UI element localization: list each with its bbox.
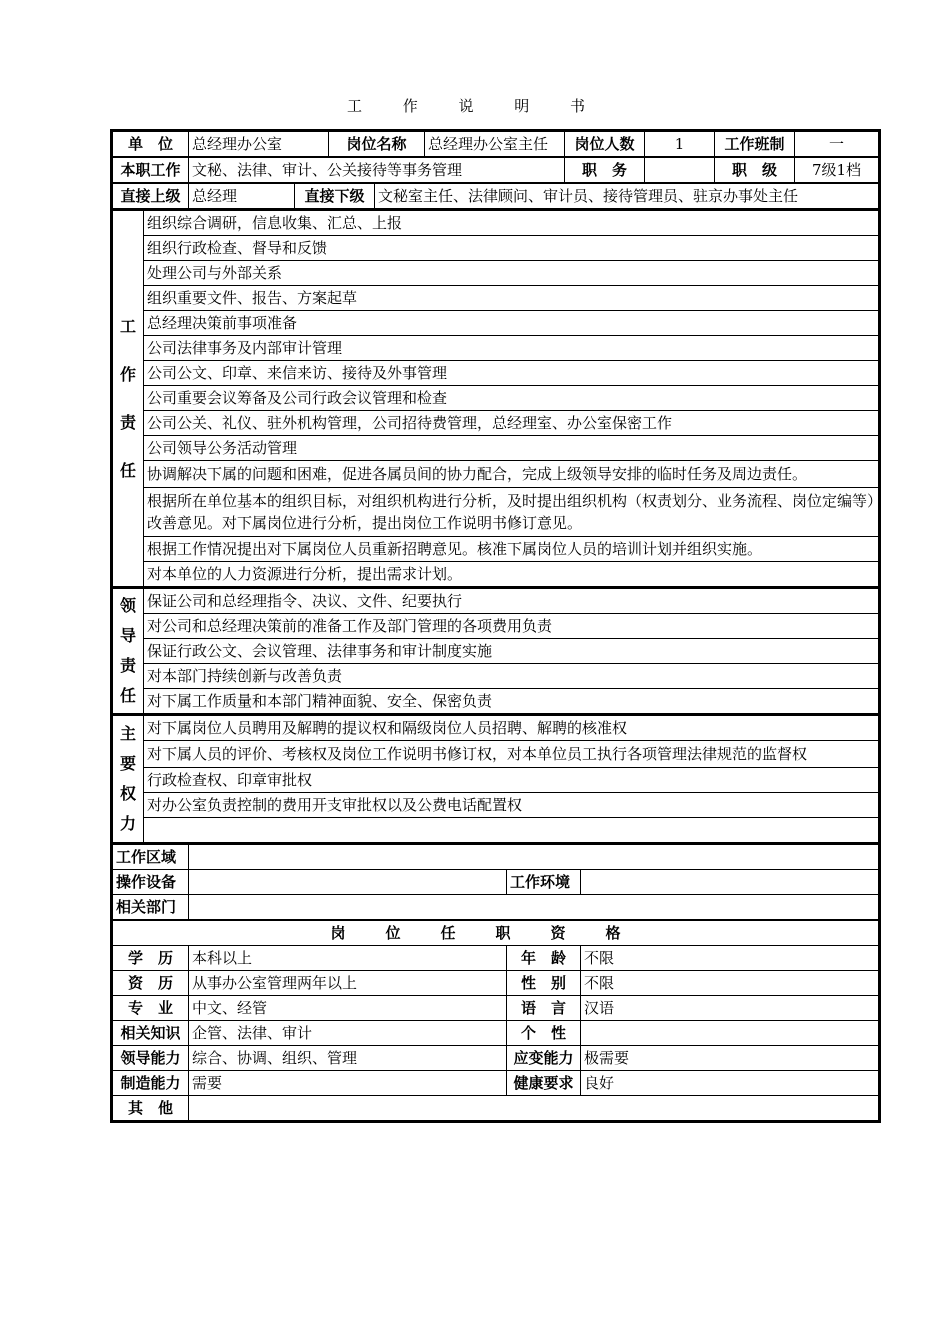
- duty-item: 公司领导公务活动管理: [144, 436, 879, 461]
- duty-item: 根据工作情况提出对下属岗位人员重新招聘意见。核准下属岗位人员的培训计划并组织实施。: [144, 537, 879, 562]
- authority-item: [144, 818, 879, 843]
- work-area-label: 工作区域: [113, 844, 189, 870]
- env-label: 工作环境: [507, 870, 581, 895]
- qual-label: 健康要求: [507, 1071, 581, 1096]
- authority-label-char: 权: [119, 784, 136, 803]
- authority-item: 对办公室负责控制的费用开支审批权以及公费电话配置权: [144, 793, 879, 818]
- qual-value: 极需要: [581, 1046, 879, 1071]
- leadership-label-char: 责: [119, 656, 136, 675]
- qual-value: 从事办公室管理两年以上: [189, 971, 507, 996]
- qual-label: 资 历: [113, 971, 189, 996]
- environment-table: [112, 843, 879, 920]
- qual-label: 应变能力: [507, 1046, 581, 1071]
- subordinate-value: 文秘室主任、法律顾问、审计员、接待管理员、驻京办事处主任: [375, 184, 879, 209]
- authority-item: 对下属人员的评价、考核权及岗位工作说明书修订权，对本单位员工执行各项管理法律规范的监督权: [144, 741, 879, 768]
- superior-label: 直接上级: [113, 184, 189, 209]
- duty-item: 处理公司与外部关系: [144, 261, 879, 286]
- related-dept-label: 相关部门: [113, 895, 189, 920]
- authority-label: [113, 715, 144, 843]
- authority-label-char: 力: [119, 814, 136, 833]
- other-label: 其 他: [113, 1096, 189, 1121]
- leadership-item: 保证行政公文、会议管理、法律事务和审计制度实施: [144, 639, 879, 664]
- qual-label: 相关知识: [113, 1021, 189, 1046]
- header-table-3: [112, 183, 879, 209]
- grade-label: 职 级: [715, 158, 795, 183]
- header-table-2: [112, 157, 879, 183]
- duty-item: 协调解决下属的问题和困难，促进各属员间的协力配合，完成上级领导安排的临时任务及周边责任。: [144, 461, 879, 488]
- duty-item: 对本单位的人力资源进行分析，提出需求计划。: [144, 562, 879, 587]
- shift-value: 一: [795, 132, 879, 157]
- authority-item: 对下属岗位人员聘用及解聘的提议权和隔级岗位人员招聘、解聘的核准权: [144, 715, 879, 741]
- qual-value: 综合、协调、组织、管理: [189, 1046, 507, 1071]
- qual-label: 语 言: [507, 996, 581, 1021]
- unit-label: 单 位: [113, 132, 189, 157]
- duty-item: 总经理决策前事项准备: [144, 311, 879, 336]
- qual-value: 良好: [581, 1071, 879, 1096]
- authority-item: 行政检查权、印章审批权: [144, 768, 879, 793]
- leadership-label-char: 领: [119, 596, 136, 615]
- duty-item: 组织行政检查、督导和反馈: [144, 236, 879, 261]
- authority-table: [112, 714, 879, 843]
- qual-value: 需要: [189, 1071, 507, 1096]
- headcount-label: 岗位人数: [565, 132, 645, 157]
- qual-label: 专 业: [113, 996, 189, 1021]
- work-area-value: [189, 844, 879, 870]
- duty-item: 公司重要会议筹备及公司行政会议管理和检查: [144, 386, 879, 411]
- qual-value: 不限: [581, 971, 879, 996]
- leadership-item: 保证公司和总经理指令、决议、文件、纪要执行: [144, 588, 879, 614]
- duties-label-char: 任: [119, 460, 136, 480]
- qual-value: 不限: [581, 946, 879, 971]
- other-value: [189, 1096, 879, 1121]
- document-title: 工 作 说 明 书: [346, 97, 604, 115]
- main-work-value: 文秘、法律、审计、公关接待等事务管理: [189, 158, 565, 183]
- title-label: 职 务: [565, 158, 645, 183]
- duties-table: [112, 209, 879, 587]
- qual-label: 学 历: [113, 946, 189, 971]
- leadership-label-char: 导: [119, 626, 136, 645]
- shift-label: 工作班制: [715, 132, 795, 157]
- leadership-item: 对本部门持续创新与改善负责: [144, 664, 879, 689]
- equipment-label: 操作设备: [113, 870, 189, 895]
- duties-label-char: 责: [119, 412, 136, 432]
- job-description-form: [110, 129, 881, 1123]
- qual-label: 制造能力: [113, 1071, 189, 1096]
- title-value: [645, 158, 715, 183]
- duty-item: 公司公关、礼仪、驻外机构管理，公司招待费管理，总经理室、办公室保密工作: [144, 411, 879, 436]
- headcount-value: 1: [645, 132, 715, 157]
- leadership-item: 对公司和总经理决策前的准备工作及部门管理的各项费用负责: [144, 614, 879, 639]
- qual-label: 年 龄: [507, 946, 581, 971]
- duties-label-char: 工: [119, 316, 136, 336]
- position-name-value: 总经理办公室主任: [425, 132, 565, 157]
- qual-value: [581, 1021, 879, 1046]
- main-work-label: 本职工作: [113, 158, 189, 183]
- header-table: [112, 131, 879, 157]
- qual-value: 企管、法律、审计: [189, 1021, 507, 1046]
- leadership-label: [113, 588, 144, 714]
- qual-value: 汉语: [581, 996, 879, 1021]
- duty-item: 公司公文、印章、来信来访、接待及外事管理: [144, 361, 879, 386]
- qual-label: 领导能力: [113, 1046, 189, 1071]
- qual-value: 本科以上: [189, 946, 507, 971]
- duties-label: [113, 210, 144, 587]
- position-name-label: 岗位名称: [329, 132, 425, 157]
- duty-item: 组织综合调研，信息收集、汇总、上报: [144, 210, 879, 236]
- qual-label: 个 性: [507, 1021, 581, 1046]
- authority-label-char: 主: [119, 724, 136, 743]
- authority-label-char: 要: [119, 754, 136, 773]
- related-dept-value: [189, 895, 879, 920]
- grade-value: 7级1档: [795, 158, 879, 183]
- duty-item: 组织重要文件、报告、方案起草: [144, 286, 879, 311]
- qual-value: 中文、经管: [189, 996, 507, 1021]
- subordinate-label: 直接下级: [295, 184, 375, 209]
- superior-value: 总经理: [189, 184, 295, 209]
- qualifications-heading: 岗位任职资格: [113, 921, 879, 946]
- leadership-item: 对下属工作质量和本部门精神面貌、安全、保密负责: [144, 689, 879, 714]
- duty-item: 根据所在单位基本的组织目标，对组织机构进行分析，及时提出组织机构（权责划分、业务流程、岗位定编等）改善意见。对下属岗位进行分析，提出岗位工作说明书修订意见。: [144, 488, 879, 537]
- duties-label-char: 作: [119, 364, 136, 384]
- unit-value: 总经理办公室: [189, 132, 329, 157]
- leadership-label-char: 任: [119, 686, 136, 705]
- leadership-table: [112, 587, 879, 714]
- env-value: [581, 870, 879, 895]
- equipment-value: [189, 870, 507, 895]
- qualifications-table: [112, 920, 879, 1121]
- qual-label: 性 别: [507, 971, 581, 996]
- duty-item: 公司法律事务及内部审计管理: [144, 336, 879, 361]
